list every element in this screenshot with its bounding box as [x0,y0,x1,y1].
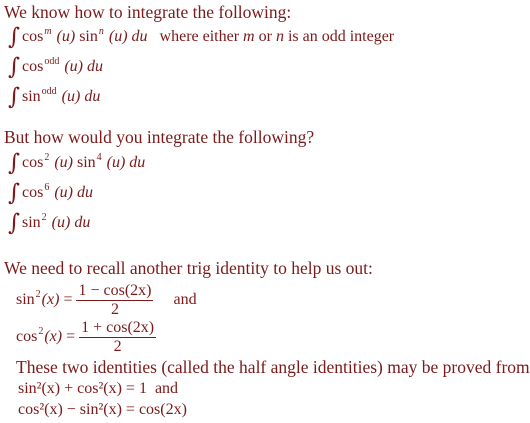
integral-cos6: ∫ $\cos^6 (u)$ du [8,180,93,206]
integral-cos-odd: ∫ $\cos^{odd} (u)$ du [8,54,103,80]
integral-cos-m-sin-n: ∫ $\cos^m (u)$ $\sin^n (u)$ du where either m or n is an odd integer [8,24,395,50]
integral-sign-icon: ∫ [8,150,20,176]
integral-sign-icon: ∫ [8,24,20,50]
fraction-sin: $\frac{1 - \cos(2x)}{2}$ [78,282,152,318]
recall-line: We need to recall another trig identity to help us out: [4,258,373,278]
integral-sign-icon: ∫ [8,210,20,236]
integral-sign-icon: ∫ [8,54,20,80]
question-line: But how would you integrate the following? [4,127,315,147]
half-angle-cos-identity: $\cos^2(x)$ = $\frac{1 + \cos(2x)}{2}$ [16,319,155,355]
integral-cos2-sin4: ∫ $\cos^2 (u)$ $\sin^4 (u)$ du [8,150,146,176]
fraction-cos: $\frac{1 + \cos(2x)}{2}$ [81,319,155,355]
pythagorean-identity: sin²(x) + cos²(x) = 1 and [18,380,179,397]
intro-line: We know how to integrate the following: [4,2,292,22]
half-angle-sin-identity: $\sin^2(x)$ = $\frac{1 - \cos(2x)}{2}$ and [16,282,197,318]
double-angle-identity: cos²(x) − sin²(x) = cos(2x) [18,401,187,418]
integral-sin2: ∫ $\sin^2 (u)$ du [8,210,91,236]
integral-sign-icon: ∫ [8,180,20,206]
half-angle-note: These two identities (called the half angle identities) may be proved from [16,357,530,377]
integral-sign-icon: ∫ [8,84,20,110]
integral-sin-odd: ∫ $\sin^{odd} (u)$ du [8,84,101,110]
